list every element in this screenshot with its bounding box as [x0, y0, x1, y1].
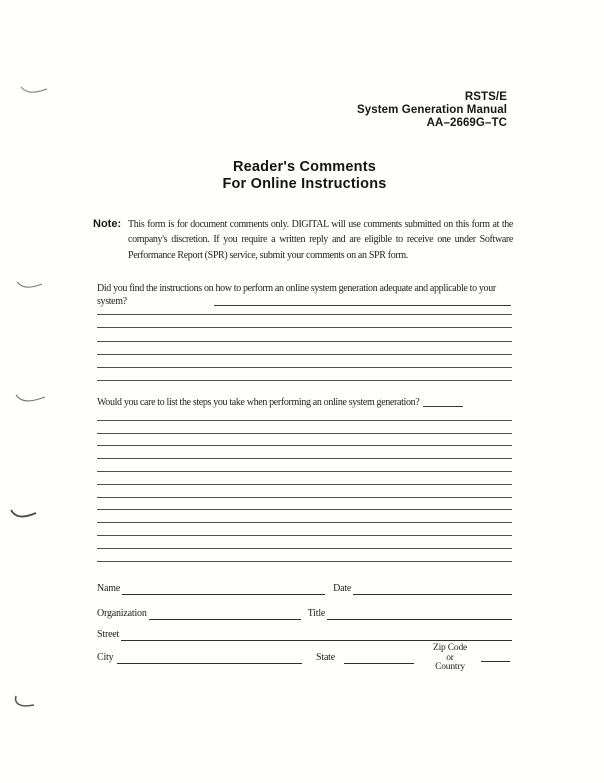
page-title-line1: Reader's Comments: [232, 159, 377, 175]
answer-line[interactable]: [97, 328, 512, 341]
title-label: Title: [307, 608, 326, 619]
question-1-answer-lines: [97, 302, 512, 381]
answer-line[interactable]: [97, 446, 512, 459]
answer-line[interactable]: [97, 355, 512, 368]
manual-title: System Generation Manual: [356, 103, 507, 116]
answer-line[interactable]: [97, 421, 512, 434]
answer-line[interactable]: [97, 472, 512, 485]
answer-line[interactable]: [97, 315, 512, 328]
date-field-line[interactable]: [353, 583, 512, 595]
answer-line[interactable]: [97, 302, 512, 315]
note-label: Note:: [93, 218, 122, 230]
title-field-line[interactable]: [327, 608, 512, 620]
organization-title-row: [97, 606, 512, 620]
note-text: This form is for document comments only. DIGITAL will use comments submitted on this form at the company's discretion. If you require a written reply and are eligible to receive one under Software Performance Report (SPR) service, submit your comments on an SPR form.: [128, 219, 513, 261]
zip-country-label: [419, 644, 481, 673]
answer-line[interactable]: [97, 523, 512, 536]
zip-label-line3: Country: [435, 662, 465, 673]
page-title-line2: For Online Instructions: [222, 175, 387, 192]
question-1-text: Did you find the instructions on how to perform an online system generation adequate and applicable to your system?: [97, 283, 496, 308]
answer-line[interactable]: [97, 434, 512, 447]
city-state-zip-row: [97, 644, 512, 676]
scan-curl-mark: [16, 279, 46, 293]
answer-line[interactable]: [97, 498, 512, 511]
date-label: Date: [333, 583, 352, 594]
note-block: [93, 217, 513, 263]
zip-label-line2: or: [446, 652, 454, 663]
document-id-block: [357, 91, 507, 129]
question-2-answer-lines: [97, 408, 512, 562]
answer-line[interactable]: [97, 510, 512, 523]
state-field-line[interactable]: [344, 652, 414, 664]
question-2-inline-blank[interactable]: [423, 396, 463, 407]
name-field-line[interactable]: [122, 583, 325, 595]
answer-line[interactable]: [97, 549, 512, 562]
street-row: [97, 627, 512, 641]
state-label: State: [316, 652, 335, 663]
name-label: Name: [97, 583, 121, 594]
part-number: AA–2669G–TC: [426, 116, 507, 129]
question-2-text: Would you care to list the steps you take when performing an online system generation?: [97, 397, 420, 408]
city-field-line[interactable]: [117, 652, 302, 664]
city-label: City: [97, 652, 114, 663]
organization-field-line[interactable]: [149, 608, 301, 620]
scan-curl-mark: [20, 84, 50, 98]
answer-line[interactable]: [97, 408, 512, 421]
page-title: [97, 159, 512, 192]
organization-label: Organization: [97, 608, 147, 619]
scan-curl-mark: [10, 507, 38, 521]
name-date-row: [97, 581, 512, 595]
scan-curl-mark: [13, 695, 37, 713]
answer-line[interactable]: [97, 459, 512, 472]
street-field-line[interactable]: [121, 629, 512, 641]
answer-line[interactable]: [97, 536, 512, 549]
street-label: Street: [97, 629, 120, 640]
scan-curl-mark: [15, 392, 47, 406]
answer-line[interactable]: [97, 368, 512, 381]
answer-line[interactable]: [97, 342, 512, 355]
answer-line[interactable]: [97, 485, 512, 498]
zip-country-field-line[interactable]: [481, 650, 510, 662]
product-name: RSTS/E: [464, 91, 507, 103]
zip-label-line1: Zip Code: [432, 643, 468, 653]
